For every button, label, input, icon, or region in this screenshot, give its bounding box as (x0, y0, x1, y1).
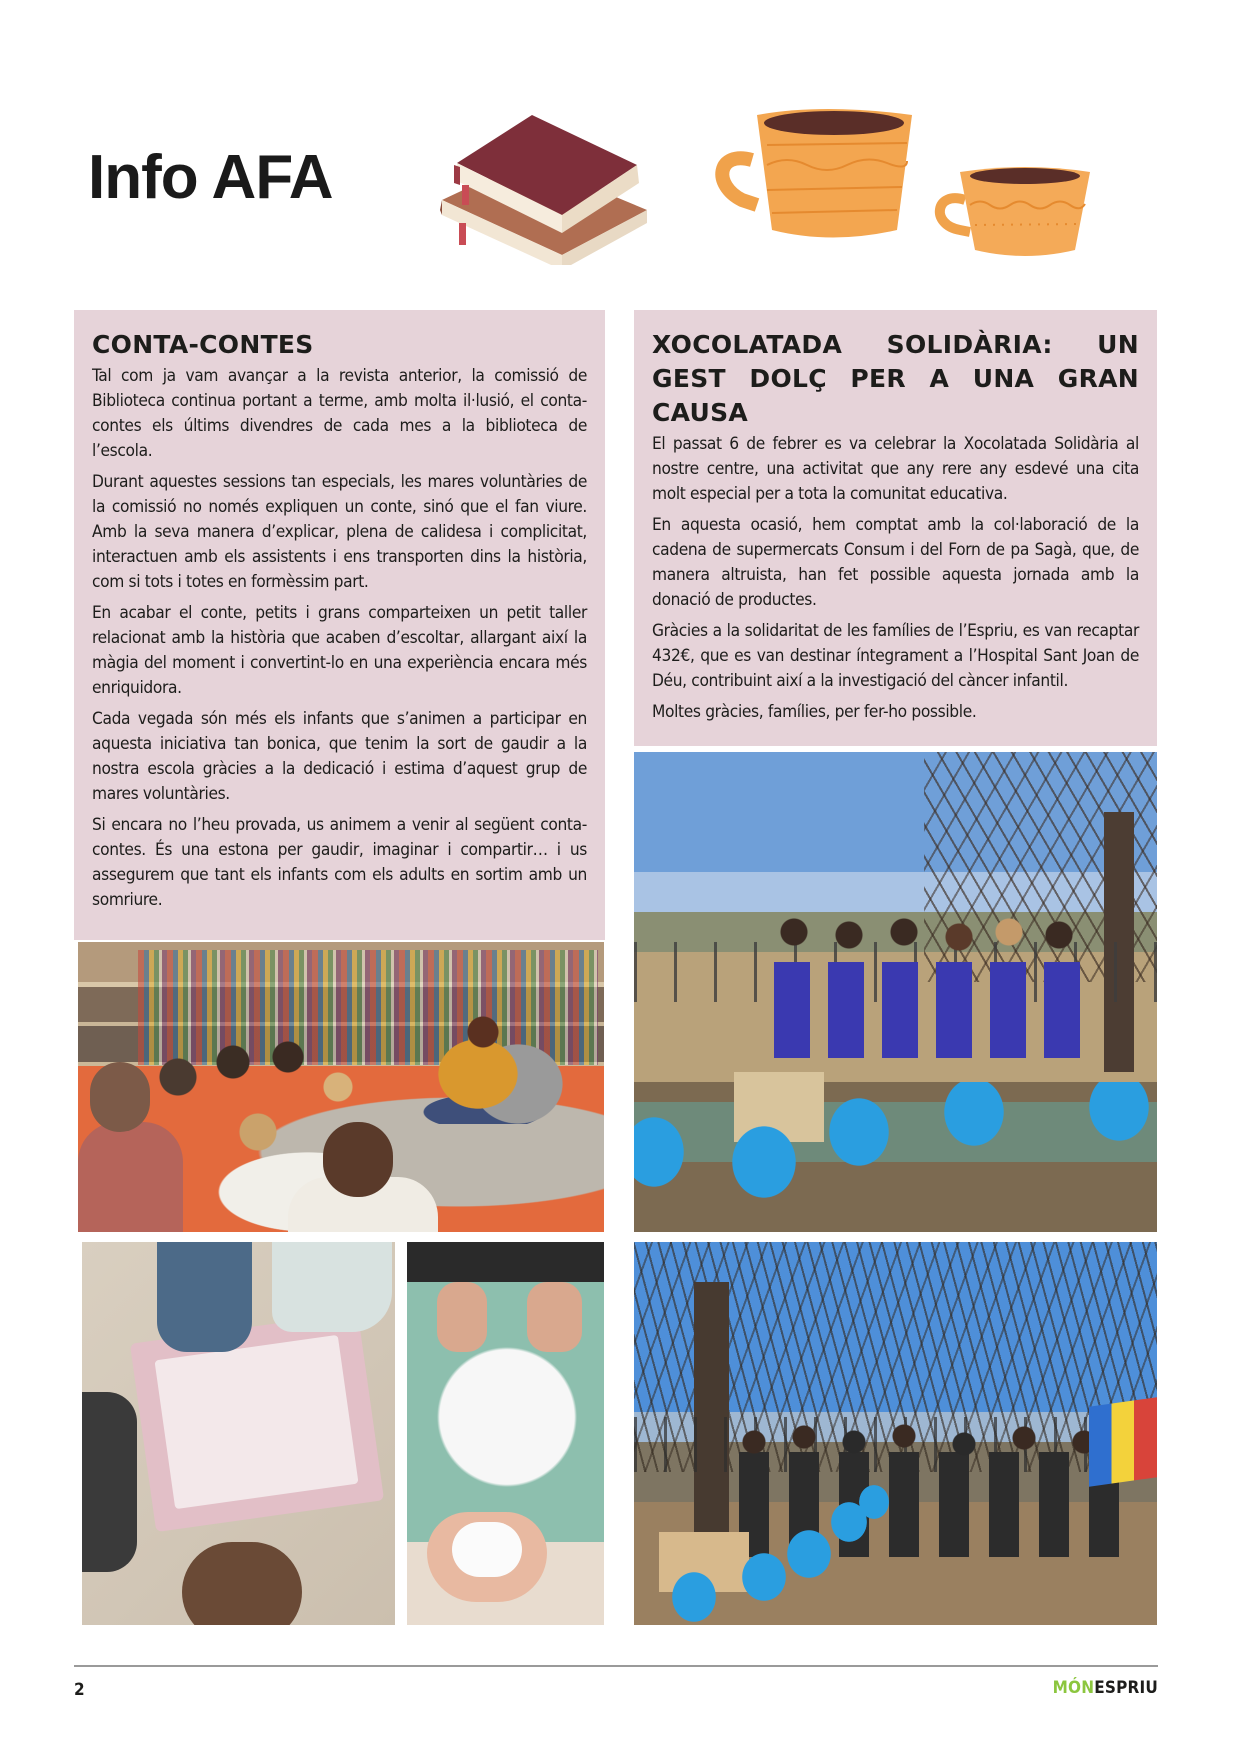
child-figure (82, 1392, 137, 1572)
child-figure (272, 1242, 392, 1332)
volunteers-group (764, 917, 1084, 1077)
child-figure (157, 1242, 252, 1352)
article-xocolatada-solidaria (634, 310, 1157, 746)
article-paragraph: Cada vegada són més els infants que s’animen a participar en aquesta iniciativa tan bonica, que tenim la sort de gaudir a la nostra escola gràcies a la dedicació i estima d’aquest grup de mares voluntàries. (92, 709, 587, 804)
adult-head (90, 1062, 150, 1132)
article-paragraph: El passat 6 de febrer es va celebrar la Xocolatada Solidària al nostre centre, una activitat que any rere any esdevé una cita molt especial per a tota la comunitat educativa. (652, 434, 1139, 504)
article-paragraph: Tal com ja vam avançar a la revista anterior, la comissió de Biblioteca continua portant a terme, amb molta il·lusió, el conta-contes els últims divendres de cada mes a la biblioteca de l’escola. (92, 366, 587, 461)
schoolyard-crowd-photo (634, 1242, 1157, 1625)
snow-hands-photo (407, 1242, 604, 1625)
article-paragraph: Durant aquestes sessions tan especials, les mares voluntàries de la comissió no només expliquen un conte, sinó que el fan viure. Amb la seva manera d’explicar, plena de calidesa i complicitat, interactuen amb els assistents i ens transporten dins la història, com si tots i totes en formèssim part. (92, 472, 587, 592)
large-mug-illustration-icon (712, 105, 917, 245)
footer-divider (74, 1665, 1158, 1667)
brand-espriu: ESPRIU (1094, 1678, 1158, 1698)
snowball (452, 1522, 522, 1577)
flag (1089, 1397, 1157, 1487)
article-paragraph: Moltes gràcies, famílies, per fer-ho possible. (652, 702, 977, 722)
library-storytelling-photo (78, 942, 604, 1232)
article-paragraph: Si encara no l’heu provada, us animem a venir al següent conta-contes. És una estona per gaudir, imaginar i compartir… i us assegurem que tant els infants com els adults en sortim amb un somriure. (92, 815, 587, 910)
magazine-brand (1053, 1678, 1158, 1698)
article-paragraph: En acabar el conte, petits i grans comparteixen un petit taller relacionat amb la història que acaben d’escoltar, allargant així la màgia del moment i convertint-lo en una experiència encara més enriquidora. (92, 603, 587, 698)
artificial-snow (427, 1332, 587, 1502)
brand-mon: MÓN (1052, 1678, 1095, 1698)
books-illustration-icon (432, 105, 677, 265)
blue-balloons (634, 1082, 1157, 1232)
article-title: CONTA-CONTES (92, 330, 314, 359)
article-conta-contes (74, 310, 605, 940)
volunteers-aprons-photo (634, 752, 1157, 1232)
snow-tray-children-photo (82, 1242, 395, 1625)
page-number: 2 (74, 1680, 85, 1700)
storyteller (423, 1014, 563, 1124)
small-cup-illustration-icon (930, 160, 1095, 260)
page-title: Info AFA (88, 143, 333, 212)
adult-head (323, 1122, 393, 1197)
blue-balloons (634, 1482, 1157, 1625)
adult-figure (78, 1122, 183, 1232)
artificial-snow (154, 1335, 358, 1509)
article-title: XOCOLATADA SOLIDÀRIA: UN GEST DOLÇ PER A UNA GRAN CAUSA (652, 330, 1139, 427)
article-paragraph: En aquesta ocasió, hem comptat amb la col·laboració de la cadena de supermercats Consum i del Forn de pa Sagà, que, de manera altruista, han fet possible aquesta jornada amb la donació de productes. (652, 515, 1139, 610)
article-paragraph: Gràcies a la solidaritat de les famílies de l’Espriu, es van recaptar 432€, que es van destinar íntegrament a l’Hospital Sant Joan de Déu, contribuint així a la investigació del càncer infantil. (652, 621, 1139, 691)
child-head (182, 1542, 302, 1625)
